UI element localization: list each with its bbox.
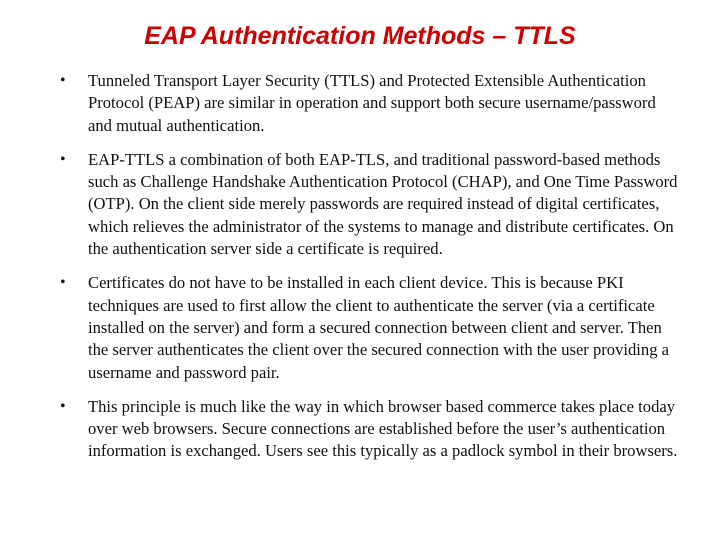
bullet-text: Tunneled Transport Layer Security (TTLS) and Protected Extensible Authentication Protocol (PEAP) are similar in operation and support both secure username/password and mutual authentication. <box>88 71 656 135</box>
bullet-text: This principle is much like the way in which browser based commerce takes place today over web browsers. Secure connections are established before the user’s authentication information is exchanged. Users see this typically as a padlock symbol in their browsers. <box>88 396 678 461</box>
bullet-item <box>60 70 680 137</box>
slide-title: EAP Authentication Methods – TTLS <box>144 22 576 50</box>
bullet-item <box>60 149 680 260</box>
bullet-text: EAP-TTLS a combination of both EAP-TLS, and traditional password-based methods such as Challenge Handshake Authentication Protocol (CHAP), and One Time Password (OTP). On the client side merely passwords are required instead of digital certificates, which relieves the administrator of the systems to manage and distribute certificates. On the authentication server side a certificate is required. <box>88 149 678 259</box>
bullet-item <box>60 272 680 383</box>
bullet-icon: • <box>60 72 66 89</box>
bullet-item <box>60 396 680 463</box>
bullet-icon: • <box>60 397 66 415</box>
bullet-list <box>60 70 680 475</box>
bullet-icon: • <box>60 274 66 292</box>
bullet-icon: • <box>60 150 66 168</box>
bullet-text: Certificates do not have to be installed in each client device. This is because PKI techniques are used to first allow the client to authenticate the server (via a certificate installed on the server) and form a secured connection between client and server. Then the server authenticates the client over the secured connection with the user providing a username and password pair. <box>88 273 670 382</box>
